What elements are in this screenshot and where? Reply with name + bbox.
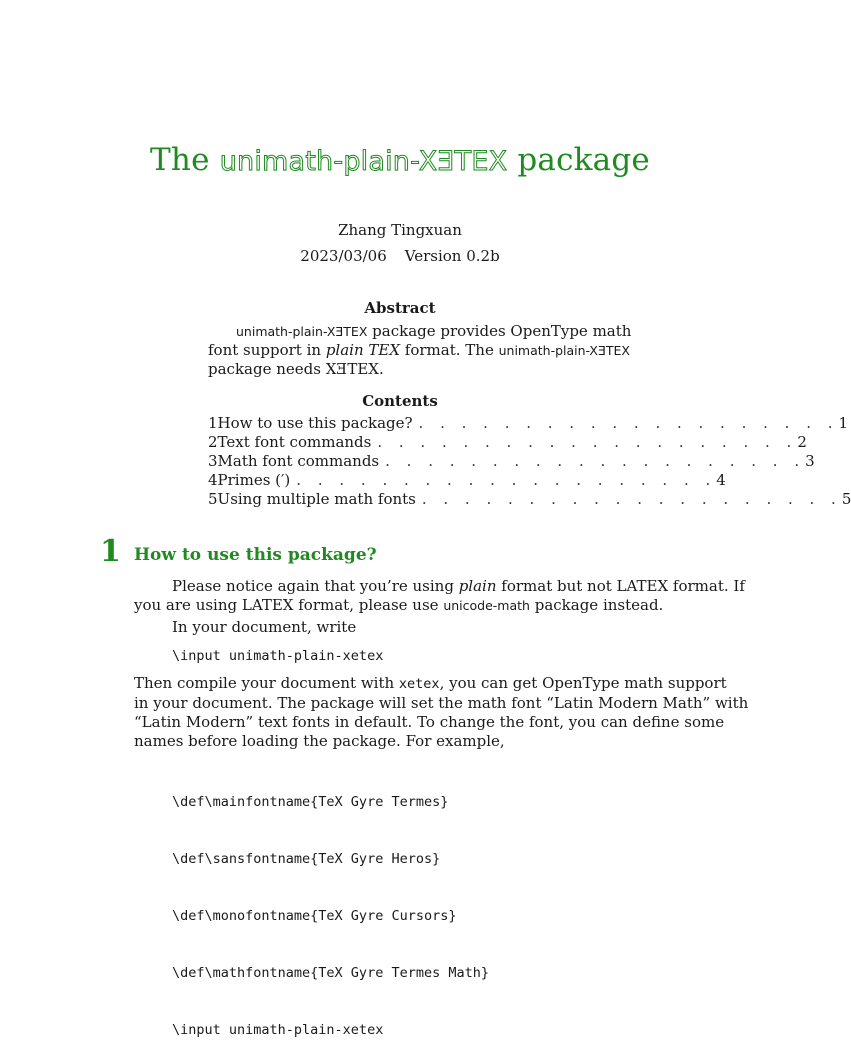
- section-title: How to use this package?: [134, 545, 377, 565]
- abstract-text: format. The: [400, 341, 499, 359]
- paragraph: [134, 618, 668, 637]
- date: 2023/03/06: [300, 247, 387, 265]
- toc-entry[interactable]: [208, 471, 726, 490]
- toc-entry[interactable]: [208, 414, 849, 433]
- toc-number: 3: [208, 452, 218, 470]
- paragraph-text: Then compile your document with: [134, 674, 399, 692]
- date-version-line: [0, 247, 800, 265]
- version: Version 0.2b: [404, 247, 500, 265]
- package-name: unimath-plain-XƎTEX: [236, 324, 368, 339]
- toc-title: Using multiple math fonts: [217, 490, 416, 508]
- table-of-contents: [208, 414, 851, 509]
- code-block: \input unimath-plain-xetex: [172, 648, 384, 664]
- toc-page: 4: [716, 471, 726, 489]
- toc-entry[interactable]: [208, 452, 815, 471]
- toc-page: 1: [838, 414, 849, 432]
- toc-page: 5: [841, 490, 851, 508]
- inline-code: xetex: [398, 676, 440, 692]
- title-package-name: unimath-plain-XƎTEX: [219, 146, 508, 177]
- toc-number: 2: [208, 433, 218, 451]
- paragraph: [134, 577, 745, 615]
- toc-title: Math font commands: [217, 452, 380, 470]
- code-line: \def\mathfontname{TeX Gyre Termes Math}: [172, 965, 489, 981]
- toc-entry[interactable]: [208, 490, 851, 509]
- document-title: [0, 142, 800, 178]
- toc-leader: . . . . . . . . . . . . . . . . . . . .: [385, 452, 806, 470]
- toc-title: Text font commands: [217, 433, 372, 451]
- toc-leader: . . . . . . . . . . . . . . . . . . . .: [418, 414, 839, 432]
- paragraph-text: names before loading the package. For example,: [134, 732, 505, 750]
- paragraph-text: package instead.: [529, 596, 664, 614]
- toc-number: 5: [208, 490, 218, 508]
- abstract-text: font support in: [208, 341, 326, 359]
- toc-entry[interactable]: [208, 433, 807, 452]
- abstract-heading: Abstract: [364, 299, 436, 317]
- paragraph-text: Please notice again that you’re using: [172, 577, 459, 595]
- paragraph-text: In your document, write: [172, 618, 357, 636]
- paragraph-italic: plain: [458, 577, 497, 595]
- toc-number: 1: [208, 414, 218, 432]
- code-block: [172, 755, 489, 1059]
- package-name: unicode-math: [443, 598, 530, 613]
- toc-page: 3: [805, 452, 815, 470]
- abstract-body: [208, 322, 632, 379]
- paragraph-text: in your document. The package will set the math font “Latin Modern Math” with: [134, 694, 749, 712]
- title-prefix: The: [150, 142, 220, 178]
- package-name: unimath-plain-XƎTEX: [498, 343, 630, 358]
- toc-title: Primes (′): [217, 471, 291, 489]
- paragraph: [134, 674, 749, 751]
- toc-leader: . . . . . . . . . . . . . . . . . . . .: [421, 490, 842, 508]
- author: Zhang Tingxuan: [338, 221, 462, 239]
- contents-heading: Contents: [362, 392, 438, 410]
- toc-leader: . . . . . . . . . . . . . . . . . . . .: [377, 433, 798, 451]
- abstract-italic: plain TEX: [325, 341, 401, 359]
- section-number: 1: [100, 534, 121, 569]
- paragraph-text: “Latin Modern” text fonts in default. To change the font, you can define some: [134, 713, 725, 731]
- paragraph-text: you are using LATEX format, please use: [134, 596, 444, 614]
- toc-title: How to use this package?: [217, 414, 413, 432]
- title-suffix: package: [507, 142, 650, 178]
- abstract-text: package needs XƎTEX.: [208, 360, 384, 378]
- paragraph-text: , you can get OpenType math support: [439, 674, 727, 692]
- toc-number: 4: [208, 471, 218, 489]
- code-line: \def\mainfontname{TeX Gyre Termes}: [172, 794, 449, 810]
- code-line: \input unimath-plain-xetex: [172, 1022, 384, 1038]
- paragraph-text: format but not LATEX format. If: [496, 577, 745, 595]
- code-line: \def\monofontname{TeX Gyre Cursors}: [172, 908, 457, 924]
- toc-leader: . . . . . . . . . . . . . . . . . . . .: [296, 471, 717, 489]
- abstract-text: package provides OpenType math: [367, 322, 632, 340]
- code-line: \def\sansfontname{TeX Gyre Heros}: [172, 851, 441, 867]
- toc-page: 2: [797, 433, 807, 451]
